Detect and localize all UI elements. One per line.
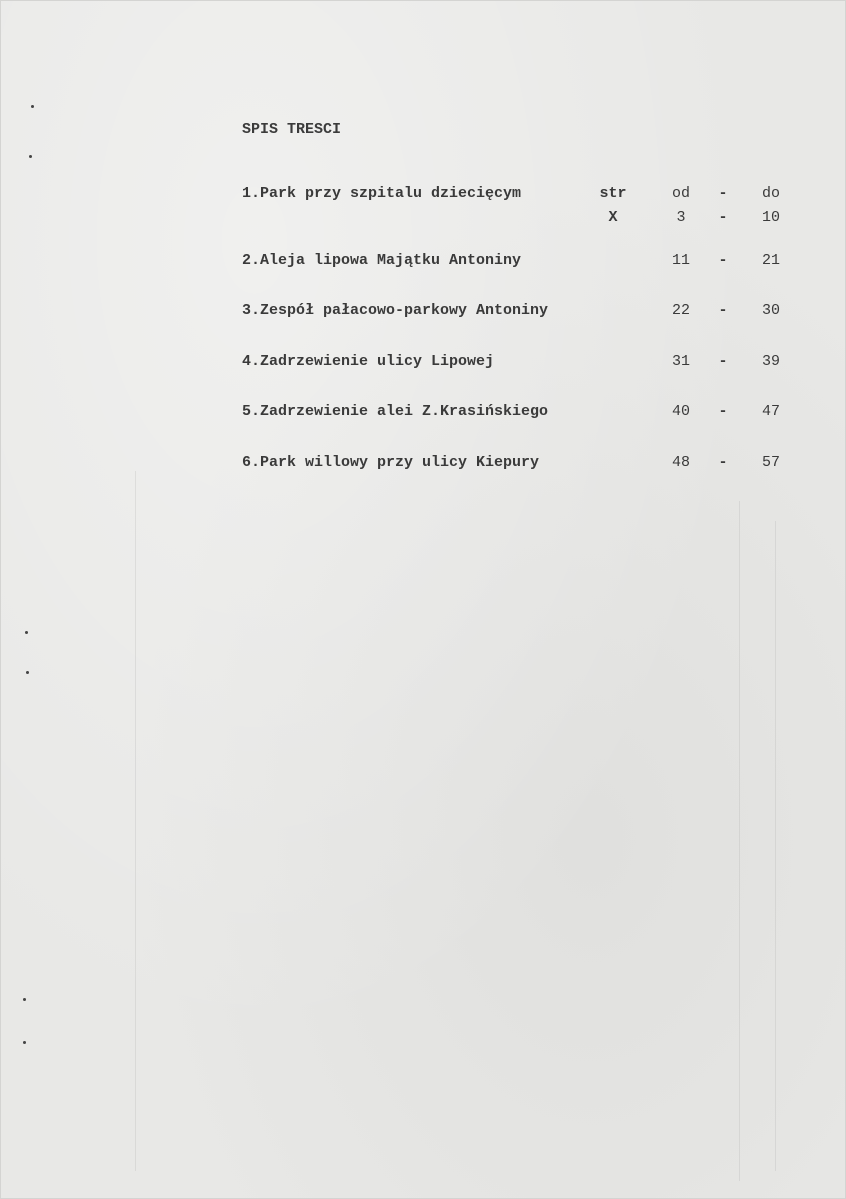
page-to: 10 <box>761 209 780 226</box>
page-from: 40 <box>671 403 690 420</box>
page-to: 57 <box>761 454 780 471</box>
page-range-dash: - <box>718 302 728 319</box>
toc-entry-pages <box>1 209 846 233</box>
toc-entry <box>1 185 846 209</box>
punch-mark <box>23 1041 26 1044</box>
toc-entry <box>1 454 846 478</box>
page-to: 21 <box>761 252 780 269</box>
punch-mark <box>23 998 26 1001</box>
toc-entry-label: 5.Zadrzewienie alei Z.Krasińskiego <box>242 403 549 420</box>
punch-mark <box>25 631 28 634</box>
page-from: 31 <box>671 353 690 370</box>
page-to: 47 <box>761 403 780 420</box>
struck-mark: X <box>608 209 618 226</box>
punch-mark <box>29 155 32 158</box>
toc-entry <box>1 403 846 427</box>
page-from: 48 <box>671 454 690 471</box>
page-to: 39 <box>761 353 780 370</box>
page-from: 11 <box>671 252 690 269</box>
page-range-dash: - <box>718 403 728 420</box>
page-to: 30 <box>761 302 780 319</box>
column-header-od: od <box>671 185 690 202</box>
column-header-do: do <box>761 185 780 202</box>
page-range-dash: - <box>718 353 728 370</box>
toc-entry-label: 6.Park willowy przy ulicy Kiepury <box>242 454 540 471</box>
paper-crease <box>739 501 740 1181</box>
toc-entry-label: 3.Zespół pałacowo-parkowy Antoniny <box>242 302 549 319</box>
page-from: 3 <box>676 209 686 226</box>
page-range-dash: - <box>718 252 728 269</box>
toc-entry <box>1 353 846 377</box>
page-range-dash: - <box>718 209 728 226</box>
column-header-str: str <box>599 185 627 202</box>
paper-crease <box>135 471 136 1171</box>
column-header-dash: - <box>718 185 728 202</box>
page-from: 22 <box>671 302 690 319</box>
toc-entry-label: 1.Park przy szpitalu dziecięcym <box>242 185 522 202</box>
toc-entry <box>1 302 846 326</box>
punch-mark <box>26 671 29 674</box>
paper-crease <box>775 521 776 1171</box>
toc-entry-label: 4.Zadrzewienie ulicy Lipowej <box>242 353 495 370</box>
page-range-dash: - <box>718 454 728 471</box>
page-title: SPIS TRESCI <box>242 121 342 138</box>
toc-entry <box>1 252 846 276</box>
toc-entry-label: 2.Aleja lipowa Majątku Antoniny <box>242 252 522 269</box>
punch-mark <box>31 105 34 108</box>
